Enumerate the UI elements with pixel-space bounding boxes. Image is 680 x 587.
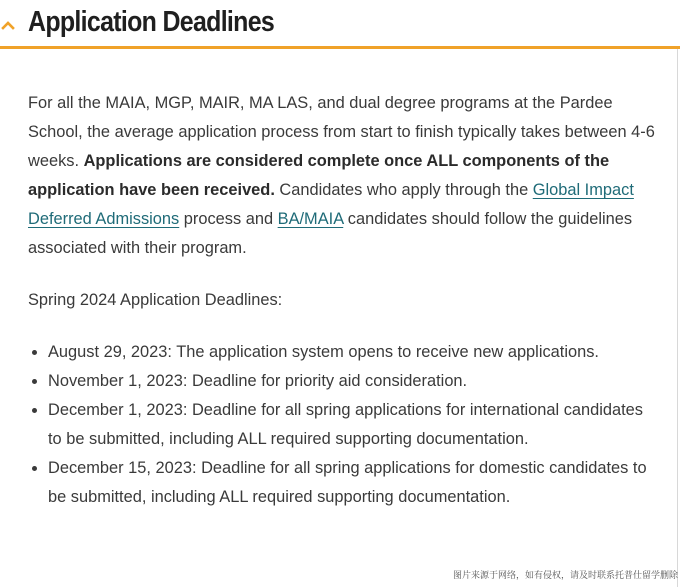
section-header[interactable] <box>0 0 680 49</box>
intro-text-cont: Candidates who apply through the <box>274 181 533 199</box>
section-title: Application Deadlines <box>28 6 275 38</box>
ba-maia-link[interactable]: BA/MAIA <box>277 210 344 228</box>
list-item: • August 29, 2023: The application system opens to receive new applications. <box>48 338 656 367</box>
deadlines-list <box>28 338 656 512</box>
watermark-text: 图片来源于网络，如有侵权，请及时联系托普仕留学删除 <box>452 571 678 581</box>
chevron-up-icon[interactable] <box>1 17 15 27</box>
intro-text-end: candidates should follow the guidelines associated with their program. <box>28 210 633 257</box>
intro-paragraph <box>28 89 656 263</box>
deadlines-heading: Spring 2024 Application Deadlines: <box>28 291 283 309</box>
intro-bold-text: Applications are considered complete once ALL components of the application have been received. <box>28 152 610 199</box>
list-item: • December 15, 2023: Deadline for all spring applications for domestic candidates to be submitted, including ALL required supporting documentation. <box>48 454 656 512</box>
intro-text: For all the MAIA, MGP, MAIR, MA LAS, and dual degree programs at the Pardee School, the average application process from start to finish typically takes between 4-6 weeks. <box>28 94 655 170</box>
global-impact-link[interactable]: Global Impact Deferred Admissions <box>28 181 634 228</box>
section-content <box>28 89 656 512</box>
intro-text-between: process and <box>179 210 278 228</box>
list-item: • November 1, 2023: Deadline for priority aid consideration. <box>48 367 656 396</box>
list-item: • December 1, 2023: Deadline for all spring applications for international candidates to be submitted, including ALL required supporting documentation. <box>48 396 656 454</box>
